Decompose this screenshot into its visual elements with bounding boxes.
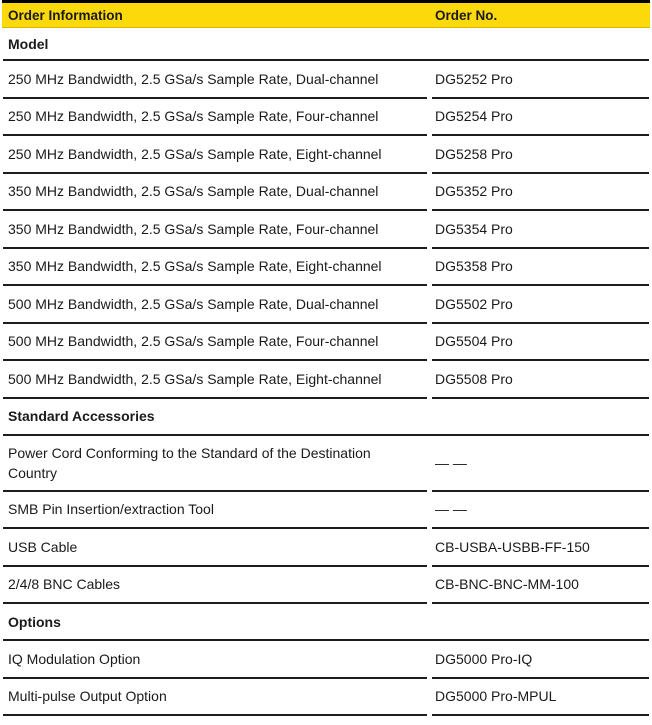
order-no-cell: — — [432, 436, 649, 492]
order-no-cell: DG5358 Pro [432, 249, 649, 287]
order-no-cell: DG5502 Pro [432, 286, 649, 324]
section-header-row [3, 399, 649, 436]
table-row [3, 211, 649, 249]
item-description-cell: USB Cable [3, 529, 427, 567]
section-title: Model [8, 35, 49, 52]
item-description-cell: 500 MHz Bandwidth, 2.5 GSa/s Sample Rate, Four-channel [3, 324, 427, 362]
section-title: Options [8, 613, 61, 630]
table-row [3, 99, 649, 137]
table-row [3, 136, 649, 174]
table-row [3, 324, 649, 362]
order-no-cell: DG5000 Pro-IQ [432, 641, 649, 679]
table-row [3, 436, 649, 492]
order-no-cell: — — [432, 492, 649, 530]
item-description-cell: Power Cord Conforming to the Standard of the Destination Country [3, 436, 427, 492]
table-row [3, 567, 649, 605]
order-no-cell: CB-BNC-BNC-MM-100 [432, 567, 649, 605]
table-row [3, 361, 649, 399]
table-row [3, 61, 649, 99]
section-header-row [3, 28, 649, 61]
table-row [3, 174, 649, 212]
order-no-cell: DG5000 Pro-MPUL [432, 679, 649, 717]
order-no-cell: DG5252 Pro [432, 61, 649, 99]
table-row [3, 249, 649, 287]
order-no-cell: CB-USBA-USBB-FF-150 [432, 529, 649, 567]
table-row [3, 492, 649, 530]
item-description-cell: 350 MHz Bandwidth, 2.5 GSa/s Sample Rate, Four-channel [3, 211, 427, 249]
item-description-cell: 2/4/8 BNC Cables [3, 567, 427, 605]
section-title: Standard Accessories [8, 408, 155, 424]
order-no-cell: DG5258 Pro [432, 136, 649, 174]
table-row [3, 286, 649, 324]
order-no-cell: DG5254 Pro [432, 99, 649, 137]
section-header-row [3, 604, 649, 641]
item-description-cell: Multi-pulse Output Option [3, 679, 427, 717]
item-description-cell: 250 MHz Bandwidth, 2.5 GSa/s Sample Rate, Four-channel [3, 99, 427, 137]
item-description-cell: 250 MHz Bandwidth, 2.5 GSa/s Sample Rate, Eight-channel [3, 136, 427, 174]
item-description-cell: 350 MHz Bandwidth, 2.5 GSa/s Sample Rate, Eight-channel [3, 249, 427, 287]
item-description-cell: 250 MHz Bandwidth, 2.5 GSa/s Sample Rate, Dual-channel [3, 61, 427, 99]
table-row [3, 529, 649, 567]
item-description-cell: IQ Modulation Option [3, 641, 427, 679]
item-description-cell: 500 MHz Bandwidth, 2.5 GSa/s Sample Rate, Eight-channel [3, 361, 427, 399]
item-description-cell: 350 MHz Bandwidth, 2.5 GSa/s Sample Rate, Dual-channel [3, 174, 427, 212]
column-header-order-no: Order No. [435, 7, 498, 23]
order-no-cell: DG5354 Pro [432, 211, 649, 249]
order-no-cell: DG5508 Pro [432, 361, 649, 399]
table-header-row [2, 3, 650, 28]
column-header-order-information: Order Information [8, 7, 123, 23]
table-row [3, 641, 649, 679]
order-table-body [3, 28, 649, 716]
order-no-cell: DG5352 Pro [432, 174, 649, 212]
order-no-cell: DG5504 Pro [432, 324, 649, 362]
item-description-cell: SMB Pin Insertion/extraction Tool [3, 492, 427, 530]
item-description-cell: 500 MHz Bandwidth, 2.5 GSa/s Sample Rate, Dual-channel [3, 286, 427, 324]
table-row [3, 679, 649, 717]
